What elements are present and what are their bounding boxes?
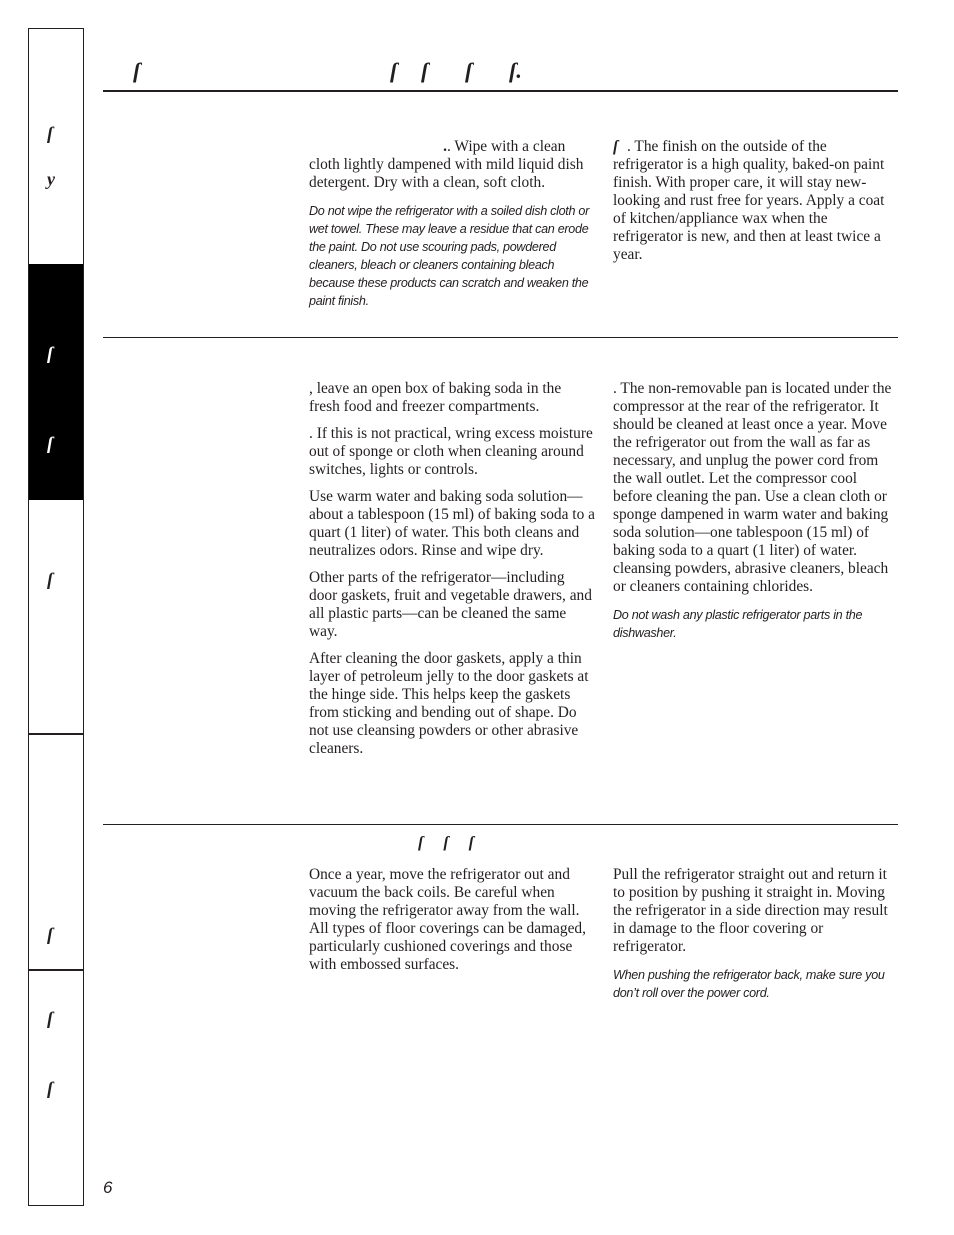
inside-left-p4: Other parts of the refrigerator—including door gaskets, fruit and vegetable drawers, and all plastic parts—can be cleaned the same way. <box>309 569 592 640</box>
behind-left-column <box>309 866 595 983</box>
page-header <box>103 52 898 92</box>
inside-left-p2: . If this is not practical, wring excess moisture out of sponge or cloth when cleaning around switches, lights or controls. <box>309 425 593 478</box>
section-divider <box>103 824 898 825</box>
tab-glyph: ſ <box>47 1008 53 1028</box>
outside-left-note: Do not wipe the refrigerator with a soiled dish cloth or wet towel. These may leave a residue that can erode the paint. Do not use scouring pads, powdered cleaners, bleach or cleaners containing bleach because these products can scratch and weaken the paint finish. <box>309 204 590 308</box>
tab-glyph: ſ <box>47 123 53 143</box>
side-tab-care[interactable] <box>29 500 83 733</box>
inside-right-paragraph: . The non-removable pan is located under the compressor at the rear of the refrigerator. It should be cleaned at least once a year. Move the refrigerator out from the wall as far as necessary, and unplug the power cord from the wall outlet. Let the compressor cool before cleaning the pan. Use a clean cloth or sponge dampened in warm water and baking soda solution—one tablespoon (15 ml) of baking soda to a quart (1 liter) of water. cleansing powders, abrasive cleaners, bleach or cleaners containing chlorides. <box>613 380 892 595</box>
header-glyph: ſ <box>421 58 429 83</box>
behind-right-column <box>613 866 899 1011</box>
side-tab-strip <box>28 28 84 1206</box>
inside-left-p3: Use warm water and baking soda solution—about a tablespoon (15 ml) of baking soda to a quart (1 liter) of water. This both cleans and neutralizes odors. Rinse and wipe dry. <box>309 488 595 559</box>
outside-left-column <box>309 138 595 319</box>
inside-left-p5: After cleaning the door gaskets, apply a thin layer of petroleum jelly to the door gaskets at the hinge side. This helps keep the gaskets from sticking and bending out of shape. Do not use cleansing powders or other abrasive cleaners. <box>309 650 589 757</box>
outside-right-column <box>613 138 899 273</box>
behind-right-paragraph: Pull the refrigerator straight out and return it to position by pushing it straight in. Moving the refrigerator in a side direction may result in damage to the floor covering or refrigerator. <box>613 866 888 955</box>
outside-left-paragraph: .. Wipe with a clean cloth lightly dampened with mild liquid dish detergent. Dry with a clean, soft cloth. <box>309 138 584 191</box>
inside-left-column <box>309 380 595 767</box>
header-glyph: ſ <box>390 58 398 83</box>
section-divider <box>103 337 898 338</box>
page-number: 6 <box>103 1178 113 1197</box>
header-glyph: ſ <box>465 58 473 83</box>
outside-right-paragraph: ſ . The finish on the outside of the refrigerator is a high quality, baked-on paint finish. With proper care, it will stay new-looking and rust free for years. Apply a coat of kitchen/appliance wax when the refrigerator is new, and then at least twice a year. <box>613 138 885 263</box>
header-glyph: ſ <box>133 58 141 83</box>
tab-glyph: ſ <box>47 343 53 363</box>
side-tab-installation[interactable] <box>29 733 83 969</box>
inside-left-p1: , leave an open box of baking soda in the fresh food and freezer compartments. <box>309 380 562 415</box>
inside-right-column <box>613 380 899 651</box>
tab-glyph: ſ <box>47 924 53 944</box>
side-tab-troubleshooting[interactable] <box>29 969 83 1205</box>
side-tab-safety[interactable] <box>29 29 83 264</box>
side-tab-operating[interactable] <box>29 264 83 500</box>
tab-glyph: ſ <box>47 433 53 453</box>
section-heading-glyphs: ſſſ <box>418 834 494 851</box>
header-glyph: ſ. <box>509 58 522 83</box>
tab-glyph: ſ <box>47 569 53 589</box>
behind-left-paragraph: Once a year, move the refrigerator out and vacuum the back coils. Be careful when moving the refrigerator away from the wall. All types of floor coverings can be damaged, particularly cushioned coverings and those with embossed surfaces. <box>309 866 586 973</box>
tab-glyph: y <box>47 169 55 189</box>
behind-right-note: When pushing the refrigerator back, make sure you don’t roll over the power cord. <box>613 968 885 1000</box>
tab-glyph: ſ <box>47 1078 53 1098</box>
inside-right-note: Do not wash any plastic refrigerator parts in the dishwasher. <box>613 608 863 640</box>
